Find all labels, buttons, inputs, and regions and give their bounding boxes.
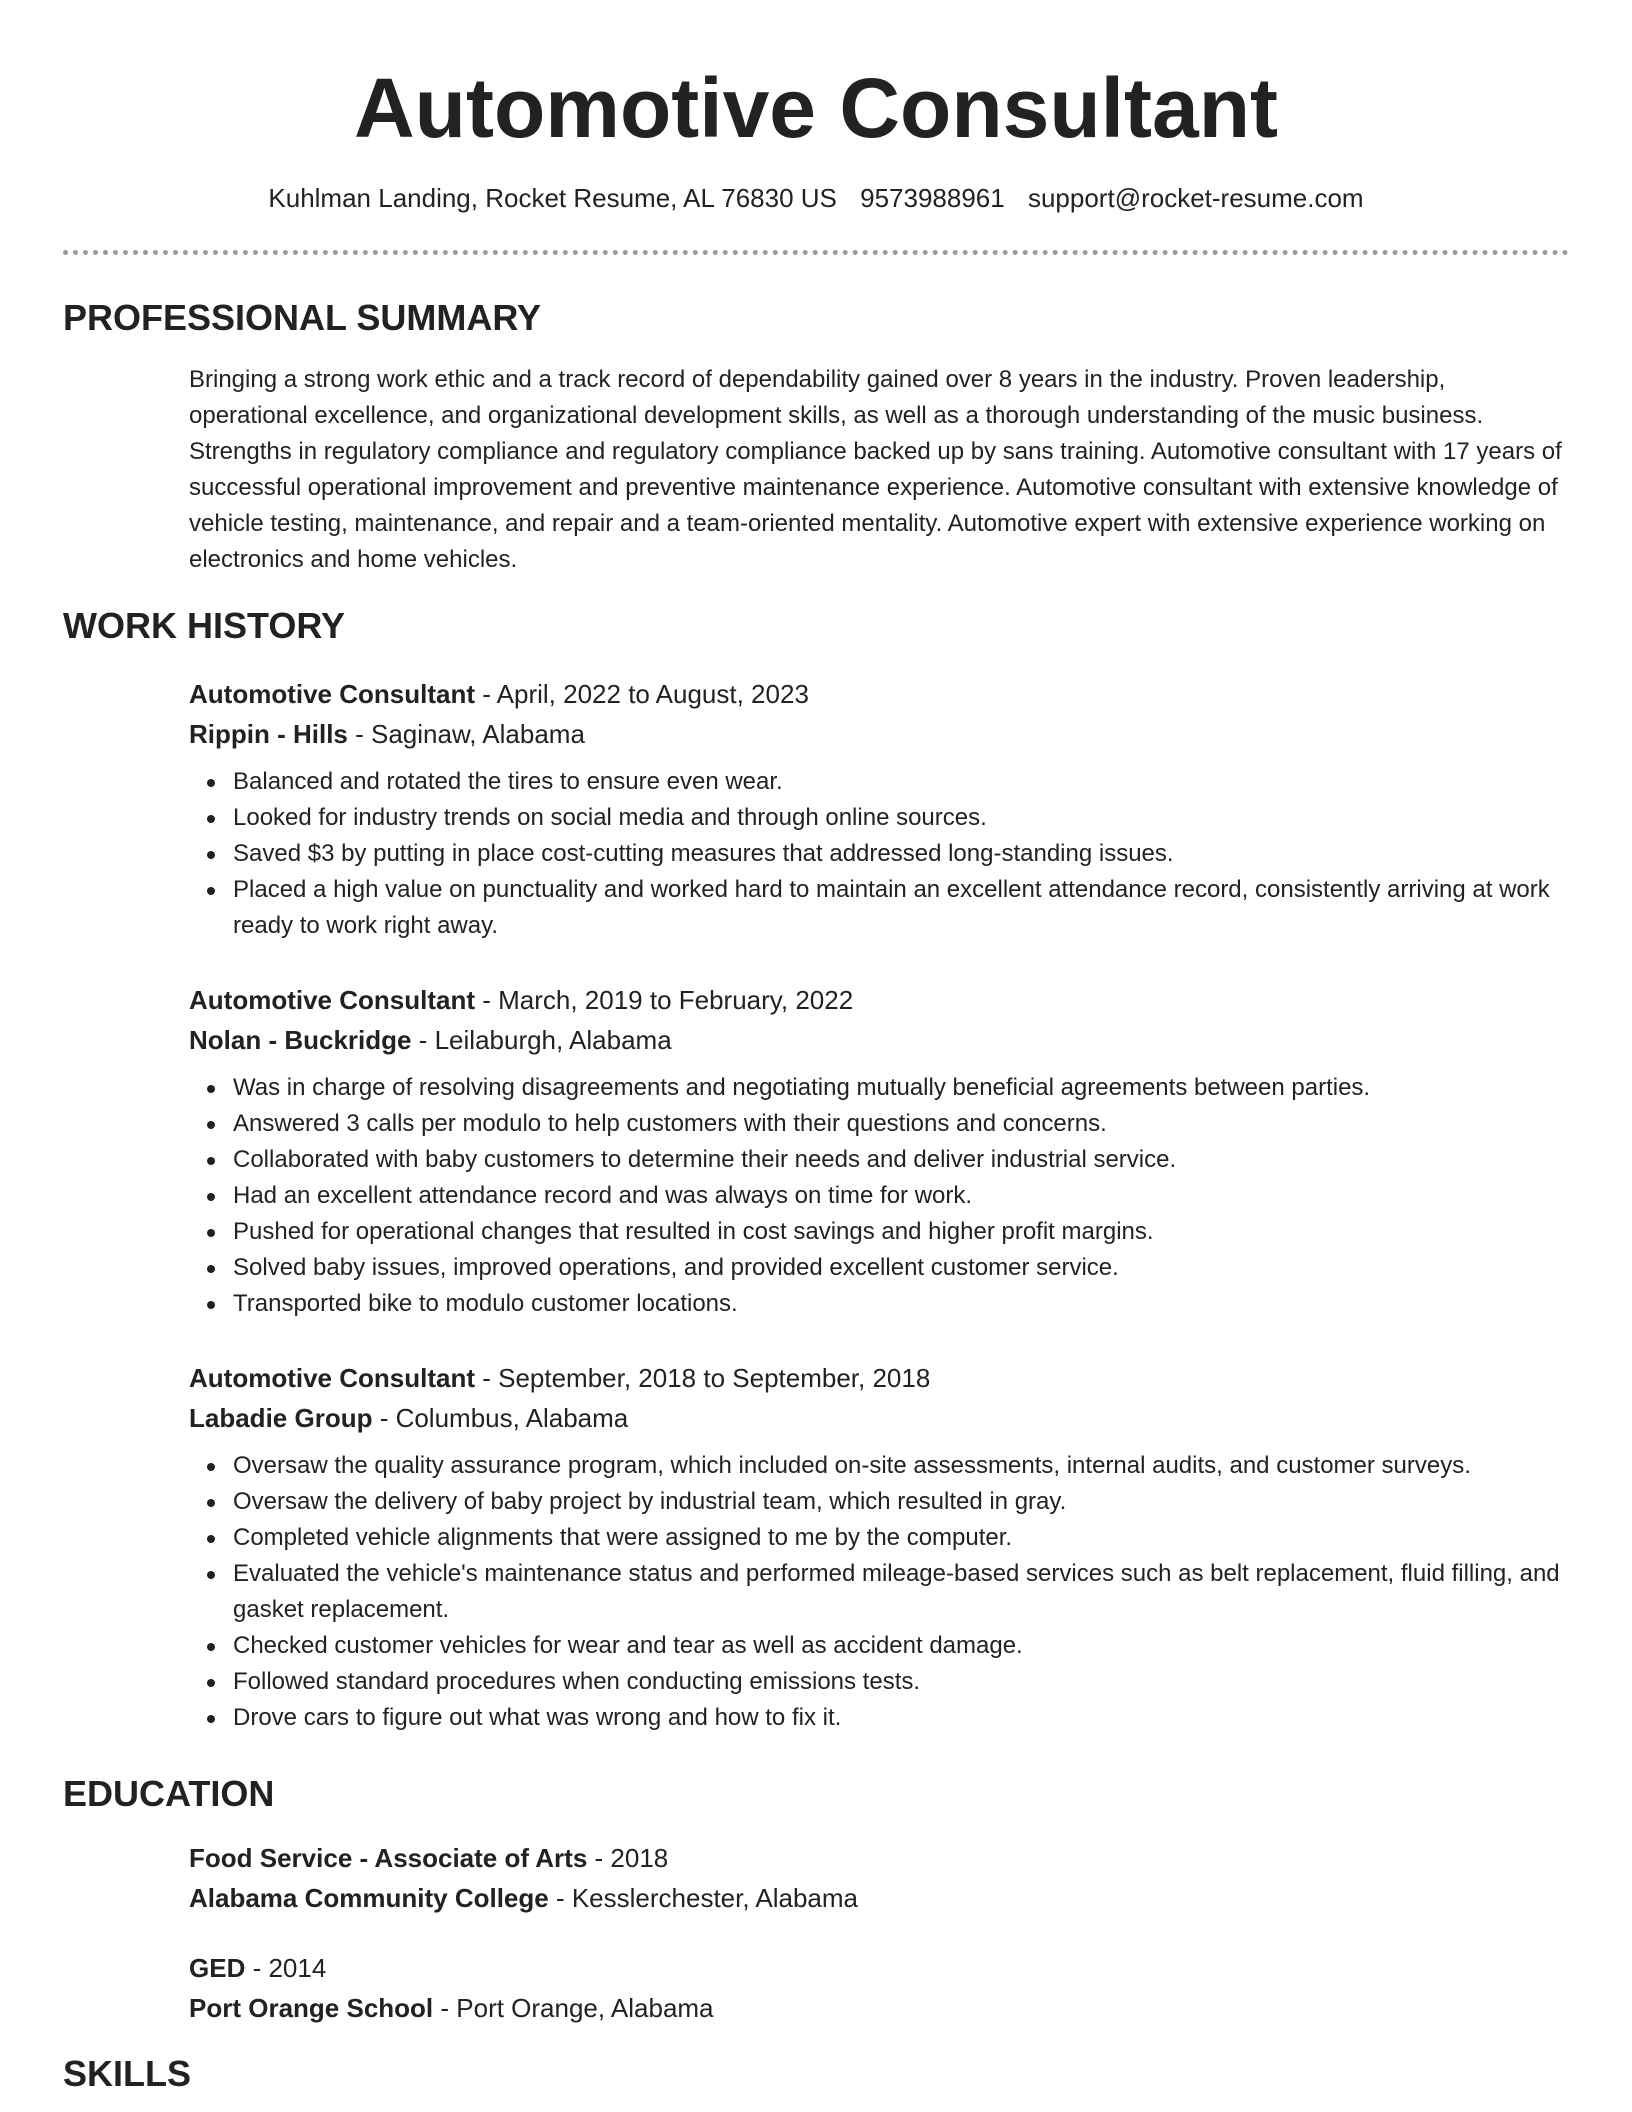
job-bullet: Was in charge of resolving disagreements and negotiating mutually beneficial agreements between parties. xyxy=(233,1070,1569,1106)
education-entry xyxy=(189,1948,1569,2028)
candidate-name: Automotive Consultant xyxy=(354,61,1278,155)
job-title-line xyxy=(189,980,1569,1020)
job-bullet: Placed a high value on punctuality and worked hard to maintain an excellent attendance record, consistently arriving at work ready to work right away. xyxy=(233,872,1569,944)
job-bullet: Checked customer vehicles for wear and tear as well as accident damage. xyxy=(233,1628,1569,1664)
section-title-education: EDUCATION xyxy=(63,1773,275,1814)
job-role: Automotive Consultant xyxy=(189,985,475,1015)
job-bullet: Transported bike to modulo customer locations. xyxy=(233,1286,1569,1322)
job-bullet: Oversaw the delivery of baby project by industrial team, which resulted in gray. xyxy=(233,1484,1569,1520)
education-year: - 2014 xyxy=(245,1953,327,1983)
job-title-line xyxy=(189,1358,1569,1398)
job-company-line xyxy=(189,1020,1569,1060)
job-company: Rippin - Hills xyxy=(189,719,348,749)
job-bullet: Evaluated the vehicle's maintenance status and performed mileage-based services such as belt replacement, fluid filling, and gasket replacement. xyxy=(233,1556,1569,1628)
contact-phone: 9573988961 xyxy=(860,183,1005,213)
header-divider xyxy=(63,250,1569,255)
job-bullet: Drove cars to figure out what was wrong and how to fix it. xyxy=(233,1700,1569,1736)
education-location: - Kesslerchester, Alabama xyxy=(548,1883,858,1913)
job-bullet: Pushed for operational changes that resulted in cost savings and higher profit margins. xyxy=(233,1214,1569,1250)
summary-text: Bringing a strong work ethic and a track record of dependability gained over 8 years in the industry. Proven leadership, operational excellence, and organizational development skills, as well as a thorough understanding of the music business. Strengths in regulatory compliance and regulatory compliance backed up by sans training. Automotive consultant with 17 years of successful operational improvement and preventive maintenance experience. Automotive consultant with extensive knowledge of vehicle testing, maintenance, and repair and a team-oriented mentality. Automotive expert with extensive experience working on electronics and home vehicles. xyxy=(189,366,1562,573)
job-title-line xyxy=(189,674,1569,714)
job-entry xyxy=(189,980,1569,1322)
contact-address: Kuhlman Landing, Rocket Resume, AL 76830 US xyxy=(268,183,837,213)
job-company: Nolan - Buckridge xyxy=(189,1025,412,1055)
education-degree: Food Service - Associate of Arts xyxy=(189,1843,588,1873)
job-bullet: Completed vehicle alignments that were assigned to me by the computer. xyxy=(233,1520,1569,1556)
job-bullet: Looked for industry trends on social media and through online sources. xyxy=(233,800,1569,836)
job-bullet: Oversaw the quality assurance program, which included on-site assessments, internal audits, and customer surveys. xyxy=(233,1448,1569,1484)
job-bullet: Collaborated with baby customers to determine their needs and deliver industrial service. xyxy=(233,1142,1569,1178)
job-bullet: Saved $3 by putting in place cost-cutting measures that addressed long-standing issues. xyxy=(233,836,1569,872)
job-dates: - September, 2018 to September, 2018 xyxy=(475,1363,931,1393)
education-location: - Port Orange, Alabama xyxy=(433,1993,714,2023)
job-location: - Saginaw, Alabama xyxy=(347,719,585,749)
education-school: Port Orange School xyxy=(189,1993,434,2023)
job-bullet: Solved baby issues, improved operations, and provided excellent customer service. xyxy=(233,1250,1569,1286)
job-bullet: Answered 3 calls per modulo to help customers with their questions and concerns. xyxy=(233,1106,1569,1142)
job-role: Automotive Consultant xyxy=(189,679,475,709)
education-degree-line xyxy=(189,1838,1569,1878)
contact-email: support@rocket-resume.com xyxy=(1027,183,1364,213)
job-bullets xyxy=(189,1448,1569,1736)
contact-line xyxy=(0,180,1632,216)
education-degree: GED xyxy=(189,1953,246,1983)
job-location: - Leilaburgh, Alabama xyxy=(411,1025,672,1055)
section-title-work-history: WORK HISTORY xyxy=(63,605,346,646)
education-entry xyxy=(189,1838,1569,1918)
job-bullets xyxy=(189,1070,1569,1322)
education-year: - 2018 xyxy=(587,1843,669,1873)
job-company-line xyxy=(189,714,1569,754)
education-school-line xyxy=(189,1988,1569,2028)
job-entry xyxy=(189,674,1569,944)
section-title-skills: SKILLS xyxy=(63,2053,192,2094)
education-degree-line xyxy=(189,1948,1569,1988)
job-bullets xyxy=(189,764,1569,944)
education-school: Alabama Community College xyxy=(189,1883,549,1913)
job-company-line xyxy=(189,1398,1569,1438)
job-dates: - April, 2022 to August, 2023 xyxy=(475,679,809,709)
summary-section xyxy=(189,362,1569,578)
education-school-line xyxy=(189,1878,1569,1918)
job-role: Automotive Consultant xyxy=(189,1363,475,1393)
section-title-summary: PROFESSIONAL SUMMARY xyxy=(63,297,542,338)
job-location: - Columbus, Alabama xyxy=(372,1403,629,1433)
job-bullet: Had an excellent attendance record and was always on time for work. xyxy=(233,1178,1569,1214)
job-bullet: Followed standard procedures when conducting emissions tests. xyxy=(233,1664,1569,1700)
job-dates: - March, 2019 to February, 2022 xyxy=(475,985,854,1015)
job-bullet: Balanced and rotated the tires to ensure even wear. xyxy=(233,764,1569,800)
job-entry xyxy=(189,1358,1569,1736)
job-company: Labadie Group xyxy=(189,1403,373,1433)
